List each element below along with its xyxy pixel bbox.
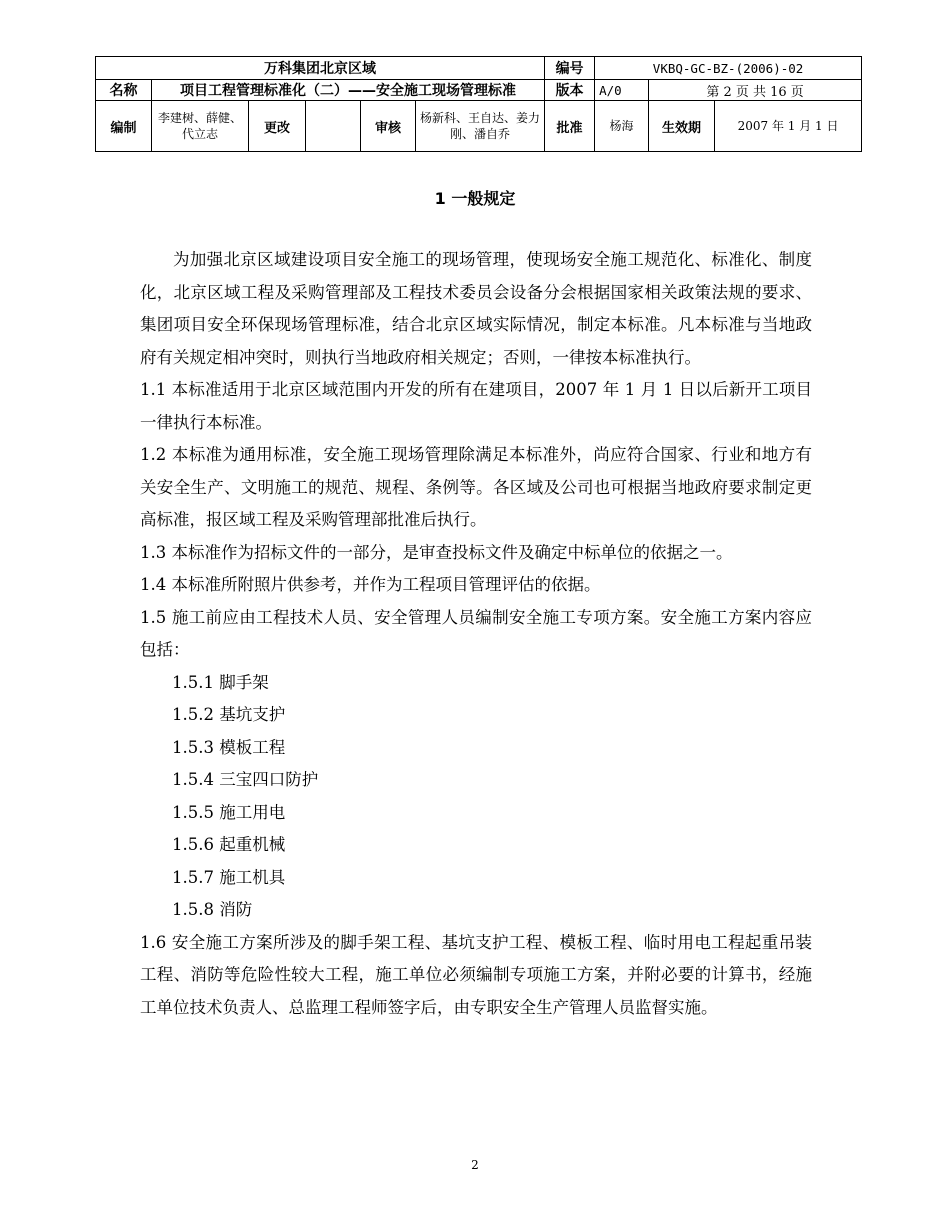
effective-value: 2007 年 1 月 1 日 [715, 101, 862, 152]
document-body [140, 244, 812, 1024]
name-value: 项目工程管理标准化（二）——安全施工现场管理标准 [152, 80, 545, 101]
review-label: 审核 [361, 101, 416, 152]
sub-item-1-5-8: 1.5.8 消防 [172, 900, 253, 919]
sub-item-1-5-6: 1.5.6 起重机械 [172, 835, 286, 854]
clause-1-5: 1.5 施工前应由工程技术人员、安全管理人员编制安全施工专项方案。安全施工方案内容应包括： [140, 607, 812, 659]
page-info: 第 2 页 共 16 页 [649, 80, 862, 101]
sub-item-1-5-3: 1.5.3 模板工程 [172, 737, 286, 757]
code-label: 编号 [545, 57, 595, 80]
sub-item-1-5-7: 1.5.7 施工机具 [172, 867, 286, 887]
name-label: 名称 [96, 80, 152, 101]
org-name: 万科集团北京区域 [96, 57, 545, 80]
sub-item-1-5-1: 1.5.1 脚手架 [172, 672, 269, 692]
version-label: 版本 [545, 80, 595, 101]
clause-1-3: 1.3 本标准作为招标文件的一部分，是审查投标文件及确定中标单位的依据之一。 [140, 542, 733, 562]
sub-item-1-5-4: 1.5.4 三宝四口防护 [172, 770, 319, 789]
sub-item-1-5-5: 1.5.5 施工用电 [172, 802, 286, 822]
change-label: 更改 [249, 101, 306, 152]
sub-item-1-5-2: 1.5.2 基坑支护 [172, 705, 286, 724]
page-number: 2 [471, 1158, 479, 1172]
document-header-table [95, 56, 862, 152]
clause-1-2: 1.2 本标准为通用标准，安全施工现场管理除满足本标准外，尚应符合国家、行业和地方有关安全生产、文明施工的规范、规程、条例等。各区域及公司也可根据当地政府要求制定更高标准，报区域工程及采购管理部批准后执行。 [140, 445, 812, 529]
intro-paragraph: 为加强北京区域建设项目安全施工的现场管理，使现场安全施工规范化、标准化、制度化，北京区域工程及采购管理部及工程技术委员会设备分会根据国家相关政策法规的要求、集团项目安全环保现场管理标准，结合北京区域实际情况，制定本标准。凡本标准与当地政府有关规定相冲突时，则执行当地政府相关规定；否则，一律按本标准执行。 [140, 250, 812, 367]
clause-1-1: 1.1 本标准适用于北京区域范围内开发的所有在建项目，2007 年 1 月 1 日以后新开工项目一律执行本标准。 [140, 380, 812, 432]
effective-label: 生效期 [649, 101, 715, 152]
code-value: VKBQ-GC-BZ-(2006)-02 [595, 57, 862, 80]
change-value [306, 101, 361, 152]
review-value: 杨新科、王自达、姜力刚、潘自乔 [416, 101, 545, 152]
section-title: 1 一般规定 [434, 189, 516, 208]
approve-value: 杨海 [595, 101, 649, 152]
version-value: A/0 [595, 80, 649, 101]
clause-1-4: 1.4 本标准所附照片供参考，并作为工程项目管理评估的依据。 [140, 575, 601, 594]
compile-value: 李建树、薛健、代立志 [152, 101, 249, 152]
clause-1-6: 1.6 安全施工方案所涉及的脚手架工程、基坑支护工程、模板工程、临时用电工程起重吊装工程、消防等危险性较大工程，施工单位必须编制专项施工方案，并附必要的计算书，经施工单位技术负责人、总监理工程师签字后，由专职安全生产管理人员监督实施。 [140, 932, 812, 1017]
compile-label: 编制 [96, 101, 152, 152]
approve-label: 批准 [545, 101, 595, 152]
